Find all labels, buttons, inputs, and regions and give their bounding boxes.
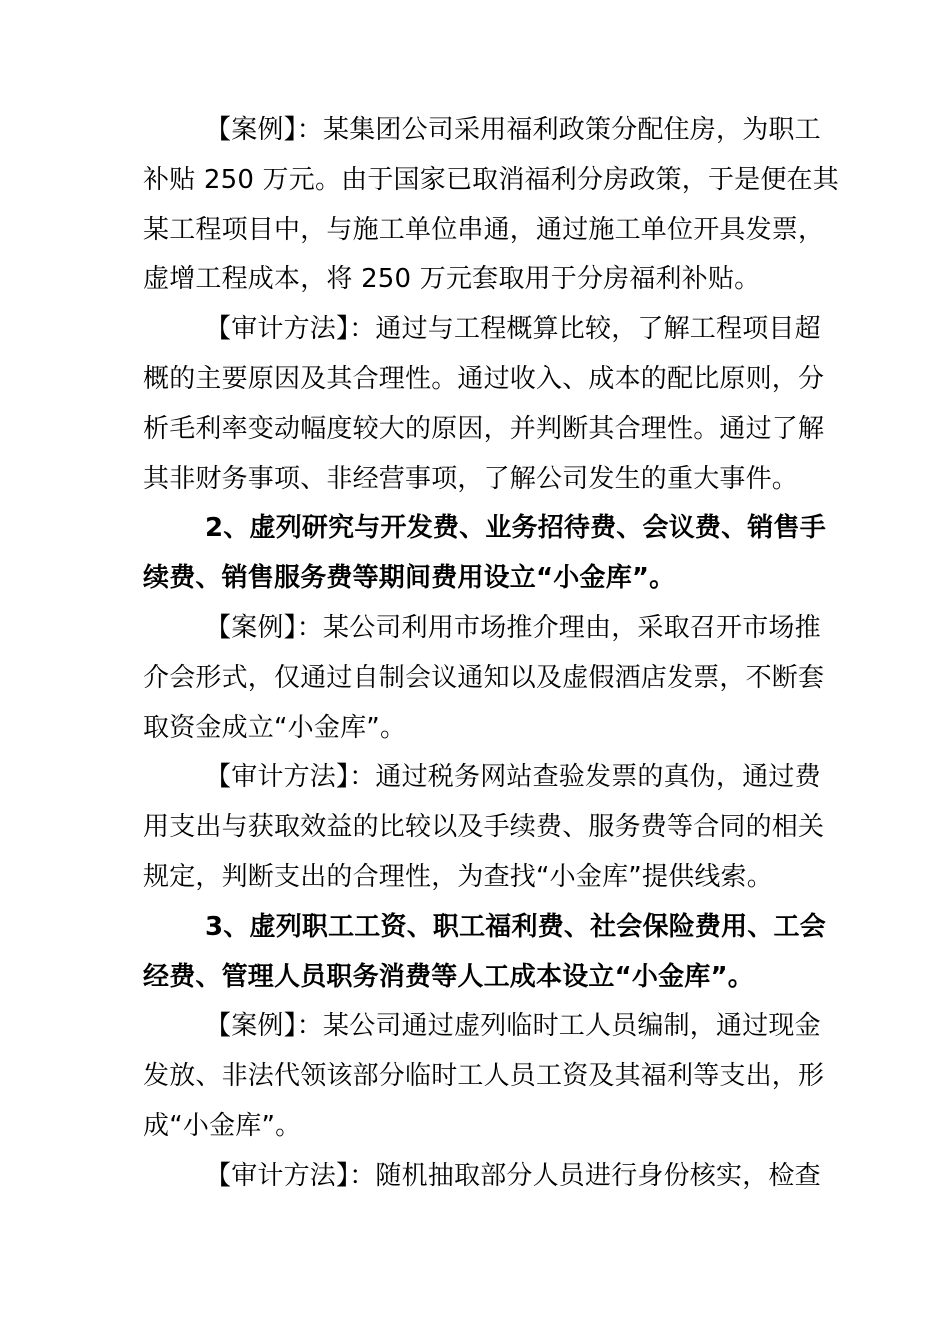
- text-line: 【审计方法】：通过税务网站查验发票的真伪，通过费: [205, 762, 821, 793]
- text-line: 析毛利率变动幅度较大的原因，并判断其合理性。通过了解: [143, 413, 825, 444]
- text-line: 取资金成立“小金库”。: [143, 712, 407, 743]
- text-line: 虚增工程成本，将 250 万元套取用于分房福利补贴。: [143, 264, 761, 295]
- text-line: 某工程项目中，与施工单位串通，通过施工单位开具发票，: [143, 214, 825, 245]
- section-heading-line: 2、虚列研究与开发费、业务招待费、会议费、销售手: [205, 513, 826, 544]
- text-line: 用支出与获取效益的比较以及手续费、服务费等合同的相关: [143, 812, 825, 843]
- section-heading-line: 续费、销售服务费等期间费用设立“小金库”。: [143, 563, 676, 594]
- document-body: [143, 106, 839, 1202]
- text-line: 补贴 250 万元。由于国家已取消福利分房政策，于是便在其: [143, 164, 839, 195]
- text-line: 发放、非法代领该部分临时工人员工资及其福利等支出，形: [143, 1061, 825, 1092]
- text-line: 【审计方法】：随机抽取部分人员进行身份核实，检查: [205, 1160, 821, 1191]
- text-line: 介会形式，仅通过自制会议通知以及虚假酒店发票，不断套: [143, 662, 825, 693]
- text-line: 概的主要原因及其合理性。通过收入、成本的配比原则，分: [143, 363, 825, 394]
- section-heading-line: 经费、管理人员职务消费等人工成本设立“小金库”。: [143, 961, 754, 992]
- text-line: 其非财务事项、非经营事项，了解公司发生的重大事件。: [143, 463, 799, 494]
- text-line: 规定，判断支出的合理性，为查找“小金库”提供线索。: [143, 861, 773, 892]
- text-line: 【案例】：某公司通过虚列临时工人员编制，通过现金: [205, 1011, 821, 1042]
- section-heading-line: 3、虚列职工工资、职工福利费、社会保险费用、工会: [205, 911, 826, 942]
- text-line: 【案例】：某集团公司采用福利政策分配住房，为职工: [205, 115, 821, 145]
- text-line: 成“小金库”。: [143, 1110, 302, 1141]
- text-line: 【审计方法】：通过与工程概算比较，了解工程项目超: [205, 314, 821, 345]
- text-line: 【案例】：某公司利用市场推介理由，采取召开市场推: [205, 612, 821, 643]
